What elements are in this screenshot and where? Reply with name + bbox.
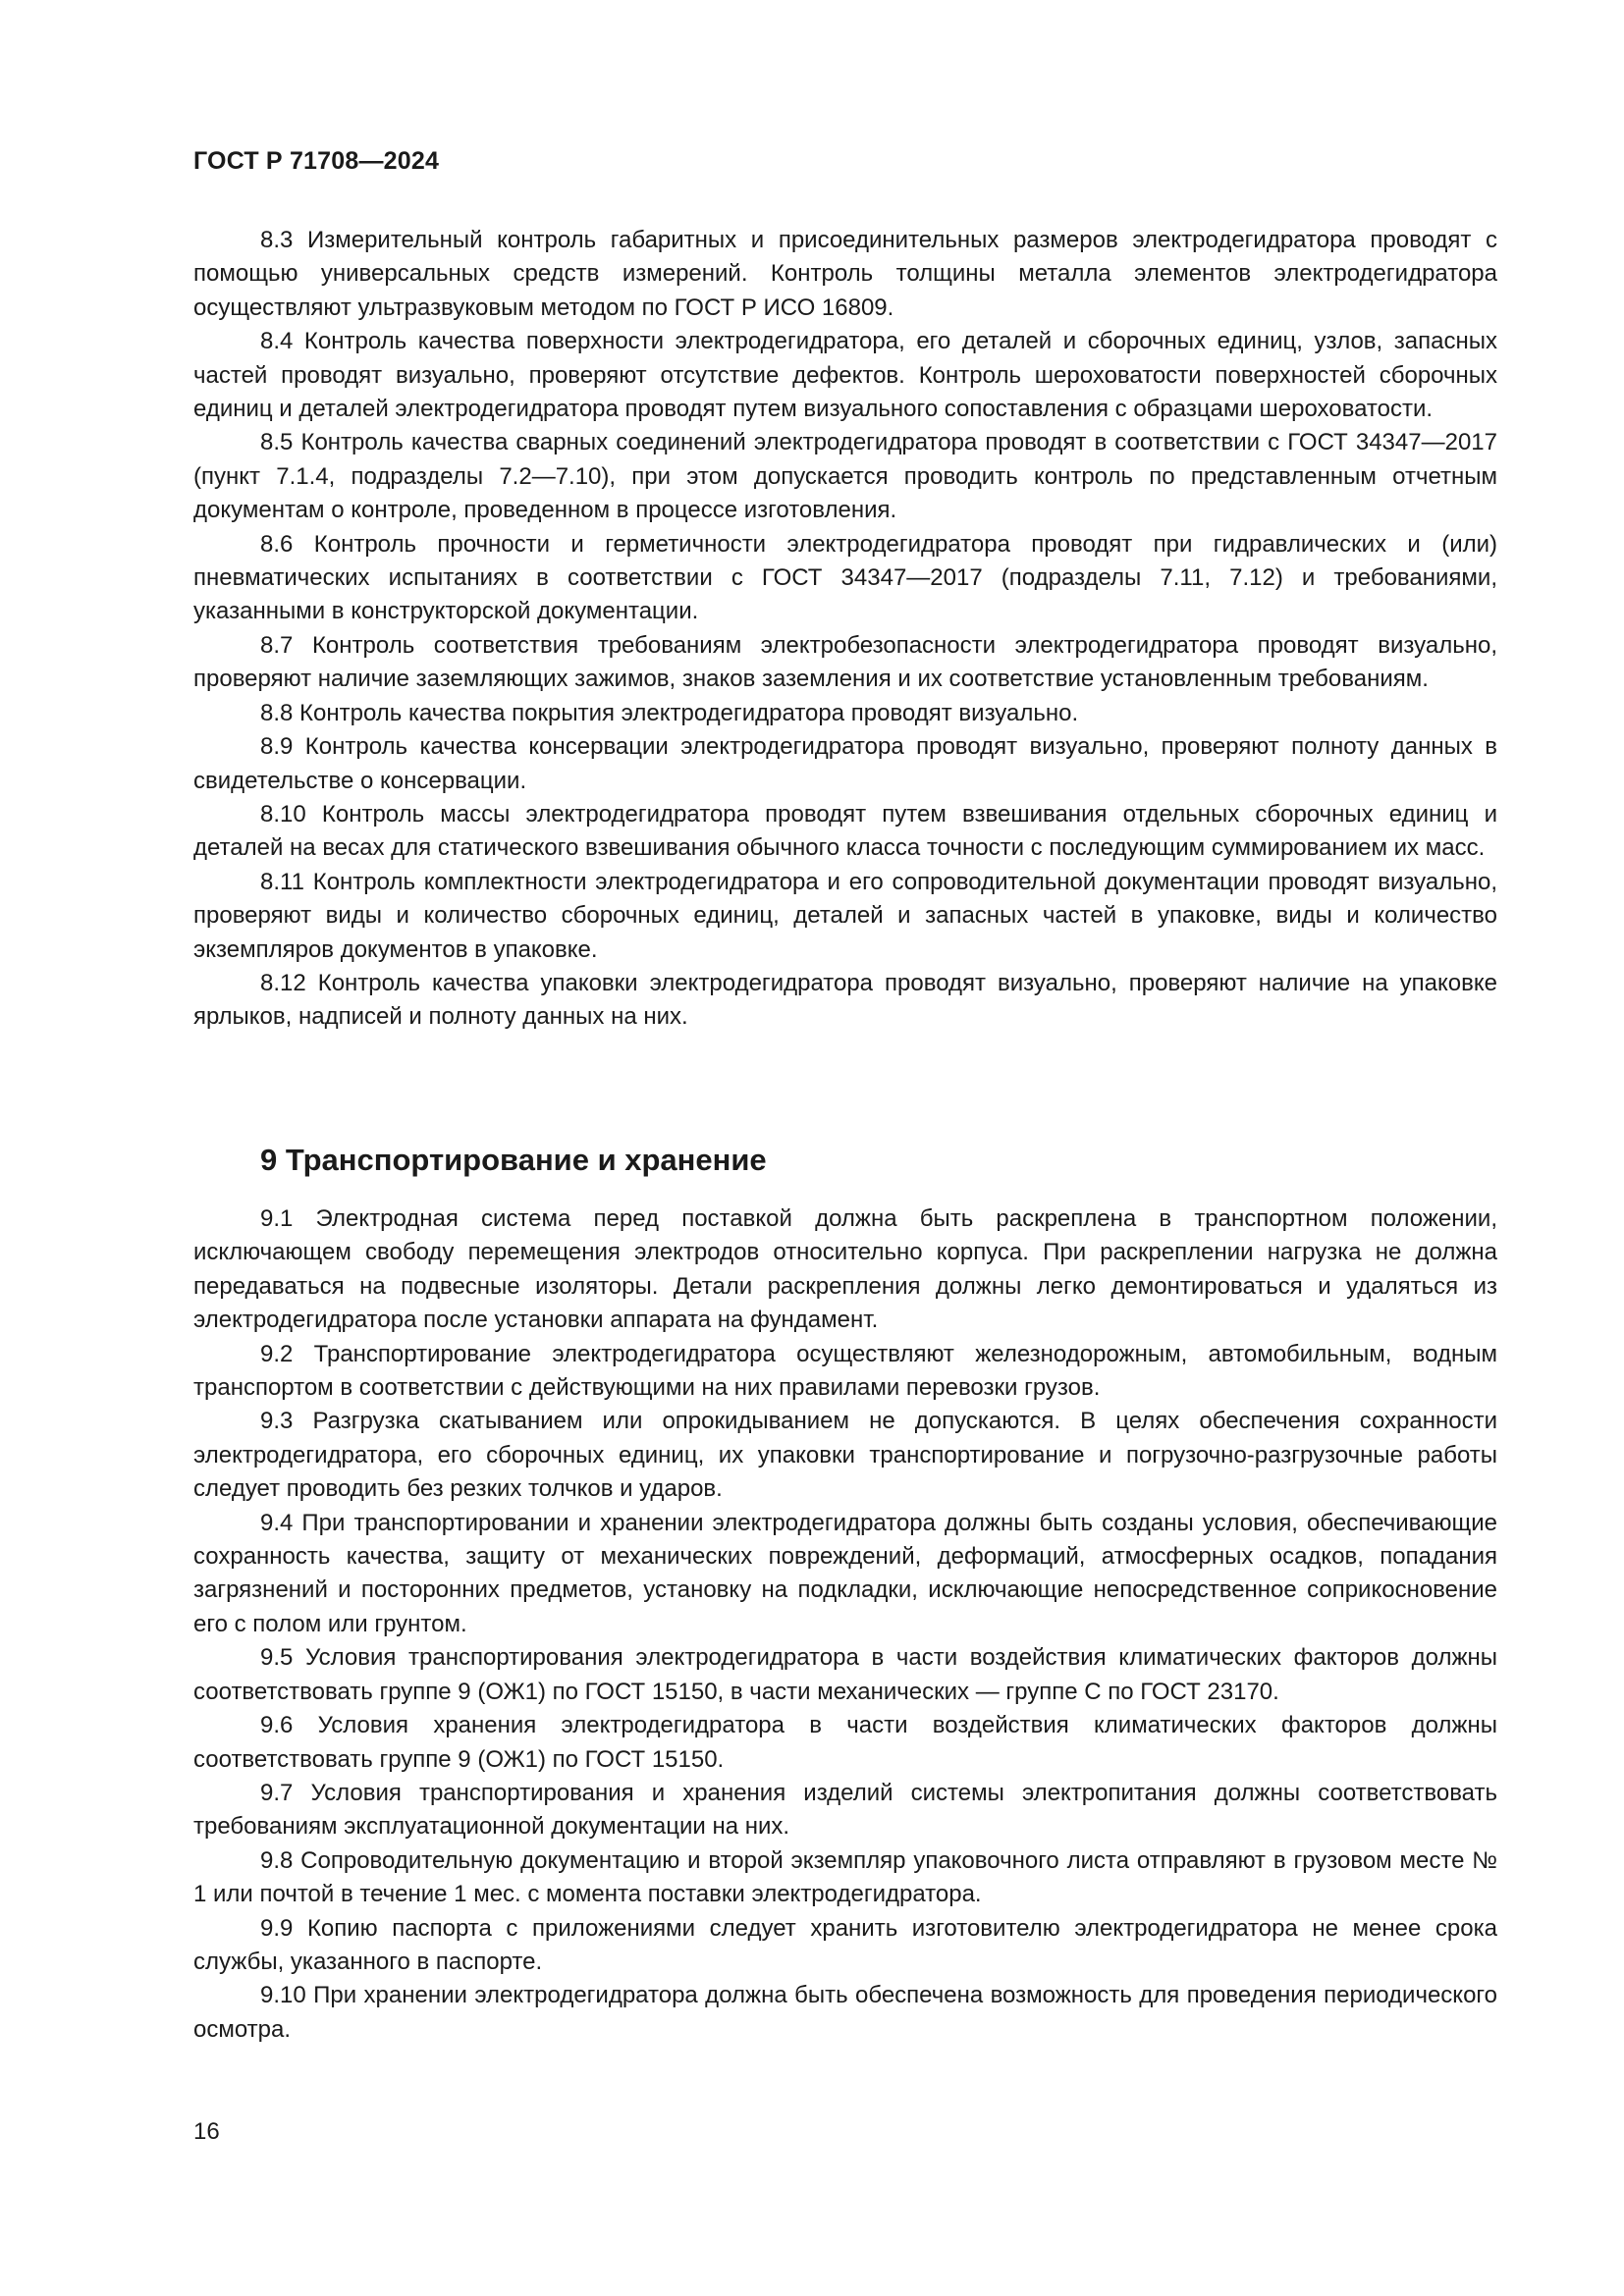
paragraph-8-4: 8.4 Контроль качества поверхности электродегидратора, его деталей и сборочных единиц, узлов, запасных частей проводят визуально, проверяют отсутствие дефектов. Контроль шероховатости поверхностей сборочных единиц и деталей электродегидратора проводят путем визуального сопоставления с образцами шероховатости. bbox=[193, 328, 1497, 423]
paragraph-8-3: 8.3 Измерительный контроль габаритных и присоединительных размеров электродегидратора проводят с помощью универсальных средств измерений. Контроль толщины металла элементов электродегидратора осуществляют ультразвуковым методом по ГОСТ Р ИСО 16809. bbox=[193, 227, 1497, 321]
page-number: 16 bbox=[193, 2118, 220, 2145]
paragraph-9-9: 9.9 Копию паспорта с приложениями следует хранить изготовителю электродегидратора не менее срока службы, указанного в паспорте. bbox=[193, 1914, 1497, 1975]
paragraph-8-10: 8.10 Контроль массы электродегидратора проводят путем взвешивания отдельных сборочных единиц и деталей на весах для статического взвешивания обычного класса точности с последующим суммированием их масс. bbox=[193, 800, 1497, 862]
paragraph-8-5: 8.5 Контроль качества сварных соединений электродегидратора проводят в соответствии с ГОСТ 34347—2017 (пункт 7.1.4, подразделы 7.2—7.10), при этом допускается проводить контроль по представленным отчетным документам о контроле, проведенном в процессе изготовления. bbox=[193, 429, 1497, 524]
paragraph-9-3: 9.3 Разгрузка скатыванием или опрокидыванием не допускаются. В целях обеспечения сохранности электродегидратора, его сборочных единиц, их упаковки транспортирование и погрузочно-разгрузочные работы следует проводить без резких толчков и ударов. bbox=[193, 1408, 1497, 1503]
paragraph-8-11: 8.11 Контроль комплектности электродегидратора и его сопроводительной документации проводят визуально, проверяют виды и количество сборочных единиц, деталей и запасных частей в упаковке, виды и количество экземпляров документов в упаковке. bbox=[193, 868, 1497, 963]
paragraph-8-9: 8.9 Контроль качества консервации электродегидратора проводят визуально, проверяют полноту данных в свидетельстве о консервации. bbox=[193, 733, 1497, 794]
paragraph-9-1: 9.1 Электродная система перед поставкой должна быть раскреплена в транспортном положении, исключающем свободу перемещения электродов относительно корпуса. При раскреплении нагрузка не должна передаваться на подвесные изоляторы. Детали раскрепления должны легко демонтироваться и удаляться из электродегидратора после установки аппарата на фундамент. bbox=[193, 1205, 1497, 1334]
paragraph-9-4: 9.4 При транспортировании и хранении электродегидратора должны быть созданы условия, обеспечивающие сохранность качества, защиту от механических повреждений, деформаций, атмосферных осадков, попадания загрязнений и посторонних предметов, установку на подкладки, исключающие непосредственное соприкосновение его с полом или грунтом. bbox=[193, 1509, 1497, 1637]
paragraph-8-6: 8.6 Контроль прочности и герметичности электродегидратора проводят при гидравлических и (или) пневматических испытаниях в соответствии с ГОСТ 34347—2017 (подразделы 7.11, 7.12) и требованиями, указанными в конструкторской документации. bbox=[193, 530, 1497, 625]
document-code-header: ГОСТ Р 71708—2024 bbox=[193, 147, 440, 175]
paragraph-9-8: 9.8 Сопроводительную документацию и второй экземпляр упаковочного листа отправляют в грузовом месте № 1 или почтой в течение 1 мес. с момента поставки электродегидратора. bbox=[193, 1846, 1497, 1908]
paragraph-9-6: 9.6 Условия хранения электродегидратора в части воздействия климатических факторов должны соответствовать группе 9 (ОЖ1) по ГОСТ 15150. bbox=[193, 1712, 1497, 1773]
paragraph-8-8: 8.8 Контроль качества покрытия электродегидратора проводят визуально. bbox=[260, 699, 1079, 726]
paragraph-9-7: 9.7 Условия транспортирования и хранения изделий системы электропитания должны соответствовать требованиям эксплуатационной документации на них. bbox=[193, 1779, 1497, 1841]
paragraph-8-12: 8.12 Контроль качества упаковки электродегидратора проводят визуально, проверяют наличие на упаковке ярлыков, надписей и полноту данных на них. bbox=[193, 969, 1497, 1031]
paragraph-9-10: 9.10 При хранении электродегидратора должна быть обеспечена возможность для проведения периодического осмотра. bbox=[193, 1982, 1497, 2043]
paragraph-9-2: 9.2 Транспортирование электродегидратора осуществляют железнодорожным, автомобильным, водным транспортом в соответствии с действующими на них правилами перевозки грузов. bbox=[193, 1340, 1497, 1402]
paragraph-8-7: 8.7 Контроль соответствия требованиям электробезопасности электродегидратора проводят визуально, проверяют наличие заземляющих зажимов, знаков заземления и их соответствие установленным требованиям. bbox=[193, 631, 1497, 693]
paragraph-9-5: 9.5 Условия транспортирования электродегидратора в части воздействия климатических факторов должны соответствовать группе 9 (ОЖ1) по ГОСТ 15150, в части механических — группе С по ГОСТ 23170. bbox=[193, 1644, 1497, 1705]
section-9-body bbox=[193, 1202, 1497, 2047]
section-8-body bbox=[193, 224, 1497, 1035]
section-9-title: 9 Транспортирование и хранение bbox=[260, 1143, 767, 1177]
